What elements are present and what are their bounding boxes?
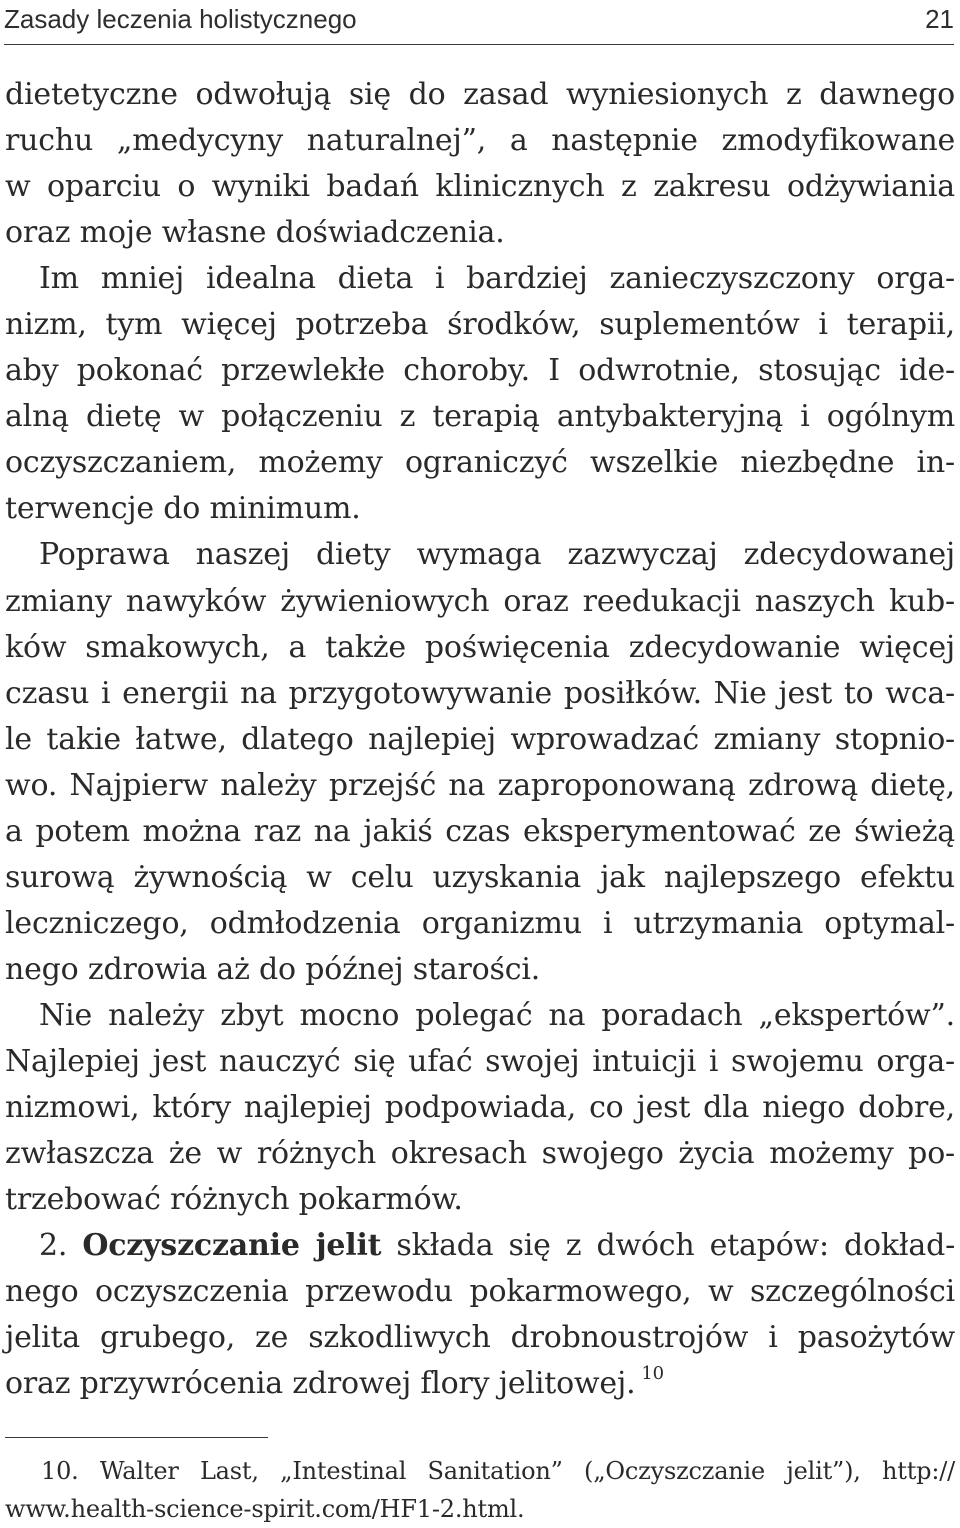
text-line: wo. Najpierw należy przejść na zaproponowaną zdrową dietę, bbox=[5, 767, 955, 803]
text-line: oczyszczaniem, możemy ograniczyć wszelkie niezbędne in- bbox=[5, 445, 955, 481]
text-line: alną dietę w połączeniu z terapią antybakteryjną i ogólnym bbox=[5, 399, 955, 435]
footnote-reference[interactable]: 10 bbox=[641, 1363, 664, 1385]
item-last-line-text: oraz przywrócenia zdrowej flory jelitowej. bbox=[5, 1366, 636, 1402]
numbered-item-last-line bbox=[5, 1361, 955, 1407]
text-line: terwencje do minimum. bbox=[5, 491, 361, 527]
footnote-line: 10. Walter Last, „Intestinal Sanitation” („Oczyszczanie jelit”), http:// bbox=[41, 1457, 955, 1485]
item-first-line-text: składa się z dwóch etapów: dokład- bbox=[396, 1228, 956, 1264]
text-line: zmiany nawyków żywieniowych oraz reedukacji naszych kub- bbox=[5, 583, 955, 619]
text-line: ruchu „medycyny naturalnej”, a następnie zmodyfikowane bbox=[5, 123, 955, 159]
text-line: w oparciu o wyniki badań klinicznych z zakresu odżywiania bbox=[5, 169, 955, 205]
text-line: le takie łatwe, dlatego najlepiej wprowadzać zmiany stopnio- bbox=[5, 721, 955, 757]
text-line: nizm, tym więcej potrzeba środków, suplementów i terapii, bbox=[5, 307, 955, 343]
text-line: nego zdrowia aż do późnej starości. bbox=[5, 951, 541, 987]
text-line: czasu i energii na przygotowywanie posiłków. Nie jest to wca- bbox=[5, 675, 955, 711]
text-line: leczniczego, odmłodzenia organizmu i utrzymania optymal- bbox=[5, 905, 955, 941]
text-line: surową żywnością w celu uzyskania jak najlepszego efektu bbox=[5, 859, 955, 895]
text-line: dietetyczne odwołują się do zasad wyniesionych z dawnego bbox=[5, 77, 955, 112]
text-line: jelita grubego, ze szkodliwych drobnoustrojów i pasożytów bbox=[5, 1320, 955, 1356]
text-line: trzebować różnych pokarmów. bbox=[5, 1182, 463, 1218]
text-line: Poprawa naszej diety wymaga zazwyczaj zdecydowanej bbox=[39, 537, 955, 573]
text-line: Najlepiej jest nauczyć się ufać swojej intuicji i swojemu orga- bbox=[5, 1043, 955, 1079]
footnote bbox=[5, 1452, 955, 1528]
text-line: oraz moje własne doświadczenia. bbox=[5, 215, 505, 251]
text-line: nego oczyszczenia przewodu pokarmowego, w szczególności bbox=[5, 1274, 955, 1310]
footnote-divider bbox=[5, 1437, 268, 1438]
numbered-item-first-line bbox=[5, 1223, 955, 1269]
text-line: zwłaszcza że w różnych okresach swojego życia możemy po- bbox=[5, 1136, 955, 1172]
item-heading: Oczyszczanie jelit bbox=[82, 1228, 382, 1264]
item-number: 2. bbox=[39, 1228, 68, 1264]
text-line: Nie należy zbyt mocno polegać na poradach „ekspertów”. bbox=[39, 997, 955, 1033]
text-line: a potem można raz na jakiś czas eksperymentować ze świeżą bbox=[5, 813, 955, 849]
page-number: 21 bbox=[925, 4, 954, 34]
text-line: aby pokonać przewlekłe choroby. I odwrotnie, stosując ide- bbox=[5, 353, 955, 389]
running-head bbox=[4, 0, 954, 45]
footnote-line: www.health-science-spirit.com/HF1-2.html. bbox=[5, 1495, 525, 1523]
text-line: Im mniej idealna dieta i bardziej zanieczyszczony orga- bbox=[39, 261, 955, 297]
body-text bbox=[5, 72, 955, 1407]
text-line: nizmowi, który najlepiej podpowiada, co jest dla niego dobre, bbox=[5, 1090, 955, 1126]
text-line: ków smakowych, a także poświęcenia zdecydowanie więcej bbox=[5, 629, 955, 665]
running-head-title: Zasady leczenia holistycznego bbox=[4, 4, 357, 34]
